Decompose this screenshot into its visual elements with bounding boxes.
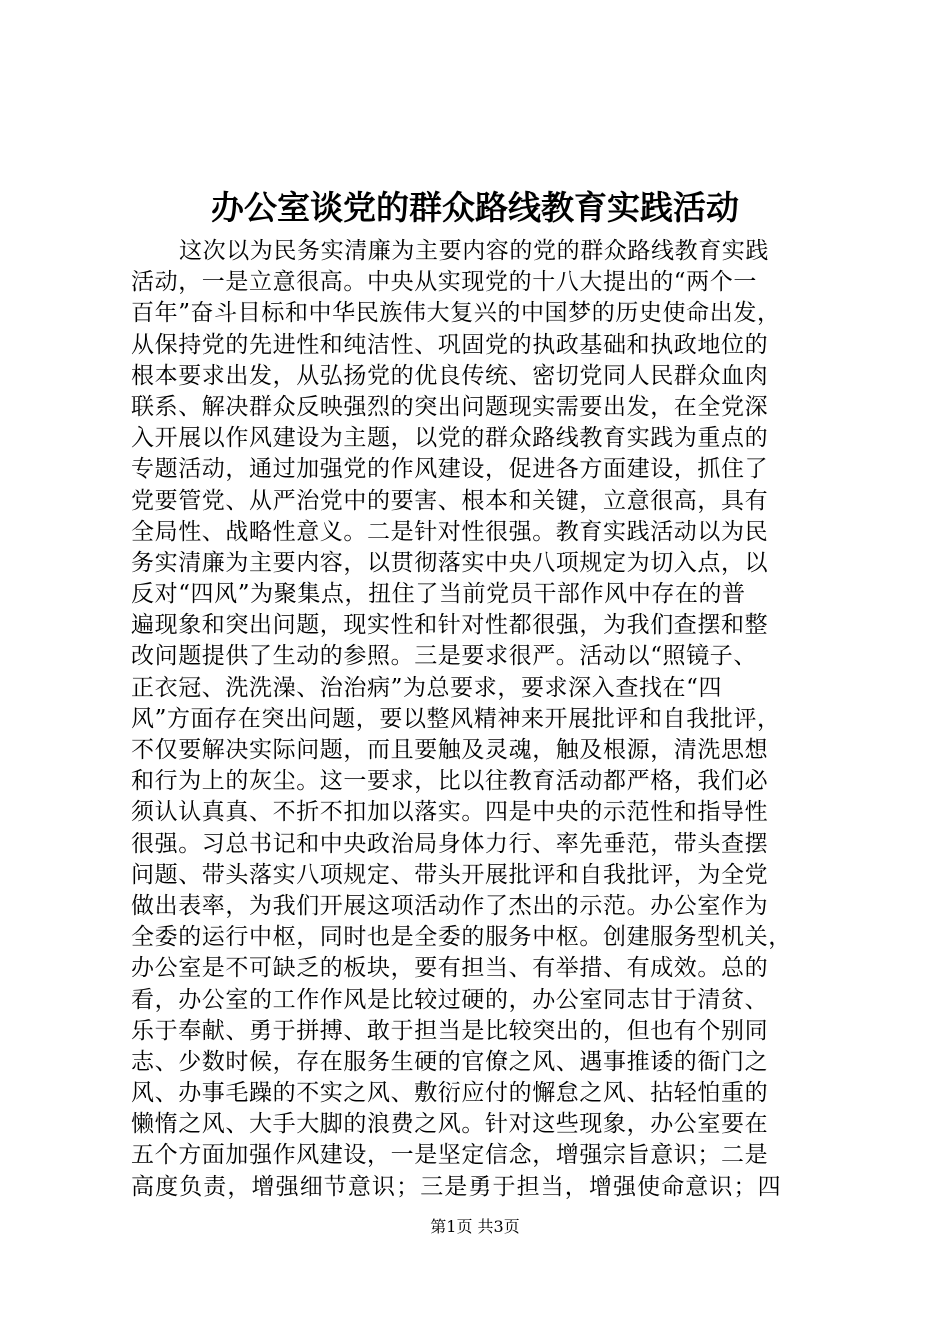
body-line: 和行为上的灰尘。这一要求，比以往教育活动都严格，我们必: [131, 768, 769, 795]
body-line: 做出表率，为我们开展这项活动作了杰出的示范。办公室作为: [131, 892, 769, 919]
body-line: 根本要求出发，从弘扬党的优良传统、密切党同人民群众血肉: [131, 362, 769, 389]
body-line: 全委的运行中枢，同时也是全委的服务中枢。创建服务型机关，: [131, 924, 792, 951]
body-line: 这次以为民务实清廉为主要内容的党的群众路线教育实践: [179, 238, 769, 264]
body-line: 看，办公室的工作作风是比较过硬的，办公室同志甘于清贫、: [131, 986, 769, 1013]
document-title: 办公室谈党的群众路线教育实践活动: [211, 188, 739, 227]
body-line: 须认认真真、不折不扣加以落实。四是中央的示范性和指导性: [131, 799, 769, 826]
body-line: 乐于奉献、勇于拼搏、敢于担当是比较突出的，但也有个别同: [131, 1017, 769, 1044]
body-line: 专题活动，通过加强党的作风建设，促进各方面建设，抓住了: [131, 456, 769, 483]
body-line: 正衣冠、洗洗澡、治治病”为总要求，要求深入查找在“四: [131, 674, 723, 701]
body-line: 从保持党的先进性和纯洁性、巩固党的执政基础和执政地位的: [131, 331, 769, 358]
body-line: 入开展以作风建设为主题，以党的群众路线教育实践为重点的: [131, 425, 769, 452]
body-line: 联系、解决群众反映强烈的突出问题现实需要出发，在全党深: [131, 393, 769, 420]
body-line: 风”方面存在突出问题，要以整风精神来开展批评和自我批评，: [131, 705, 781, 732]
body-line: 百年”奋斗目标和中华民族伟大复兴的中国梦的历史使命出发，: [131, 300, 781, 327]
body-line: 懒惰之风、大手大脚的浪费之风。针对这些现象，办公室要在: [131, 1111, 769, 1138]
page-number-label: 第1页 共3页: [430, 1217, 520, 1236]
body-line: 五个方面加强作风建设，一是坚定信念，增强宗旨意识；二是: [131, 1142, 769, 1169]
body-line: 党要管党、从严治党中的要害、根本和关键，立意很高，具有: [131, 487, 769, 514]
body-line: 问题、带头落实八项规定、带头开展批评和自我批评，为全党: [131, 861, 769, 888]
body-line: 改问题提供了生动的参照。三是要求很严。活动以“照镜子、: [131, 643, 757, 670]
body-line: 高度负责，增强细节意识；三是勇于担当，增强使命意识；四: [131, 1173, 782, 1200]
body-line: 全局性、战略性意义。二是针对性很强。教育实践活动以为民: [131, 518, 769, 545]
body-line: 很强。习总书记和中央政治局身体力行、率先垂范，带头查摆: [131, 830, 769, 857]
body-line: 务实清廉为主要内容，以贯彻落实中央八项规定为切入点，以: [131, 549, 769, 576]
body-line: 办公室是不可缺乏的板块，要有担当、有举措、有成效。总的: [131, 955, 769, 982]
body-line: 志、少数时候，存在服务生硬的官僚之风、遇事推诿的衙门之: [131, 1048, 769, 1075]
body-line: 活动，一是立意很高。中央从实现党的十八大提出的“两个一: [131, 269, 757, 296]
body-line: 风、办事毛躁的不实之风、敷衍应付的懈怠之风、拈轻怕重的: [131, 1080, 769, 1107]
body-line: 遍现象和突出问题，现实性和针对性都很强，为我们查摆和整: [131, 612, 769, 639]
body-line: 不仅要解决实际问题，而且要触及灵魂，触及根源，清洗思想: [131, 737, 769, 763]
document-body: [131, 236, 831, 1203]
page-footer: [0, 1216, 950, 1238]
body-line: 反对“四风”为聚集点，扭住了当前党员干部作风中存在的普: [131, 581, 746, 608]
